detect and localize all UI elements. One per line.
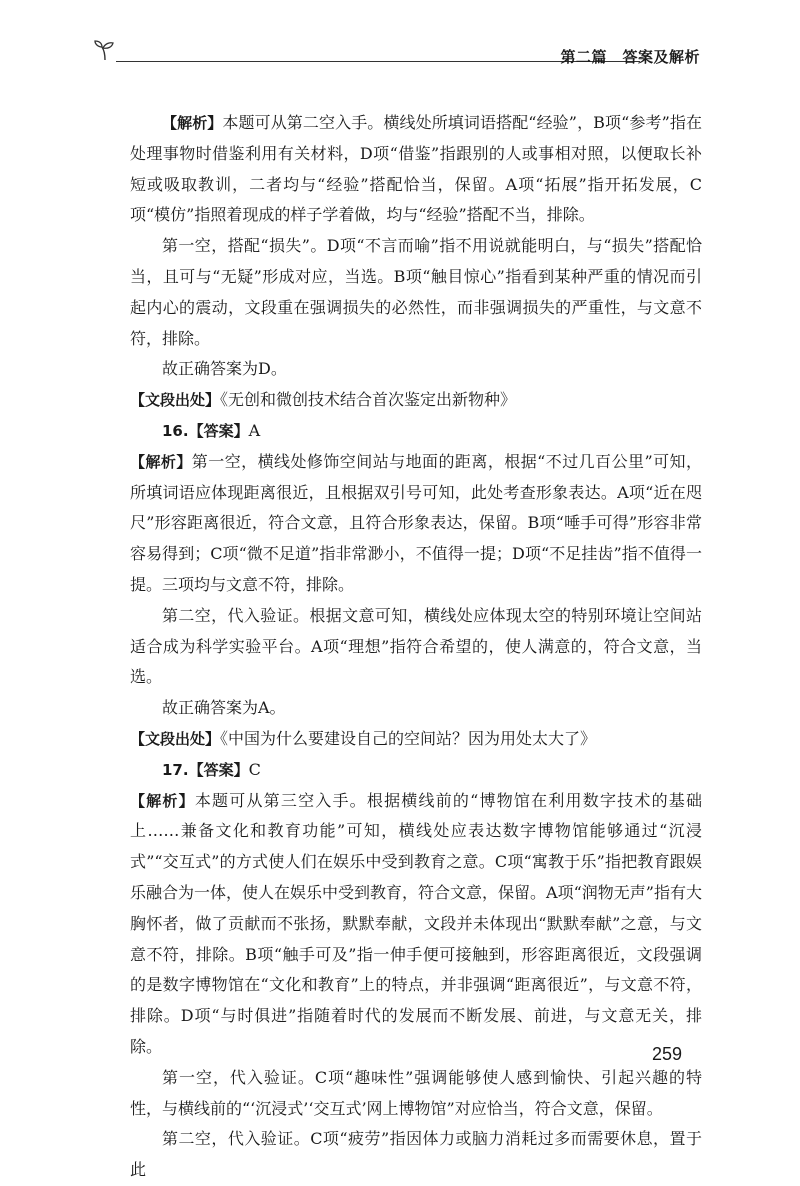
paragraph-conclusion-16 — [130, 693, 702, 724]
paragraph-blank-2-16 — [130, 601, 702, 693]
source-title: 《中国为什么要建设自己的空间站？因为用处太大了》 — [220, 728, 597, 748]
paragraph-analysis-17 — [130, 786, 702, 1063]
answer-tag: 16.【答案】 — [162, 421, 249, 440]
page-header — [92, 38, 700, 68]
source-title: 《无创和微创技术结合首次鉴定出新物种》 — [220, 390, 517, 410]
analysis-tag: 【解析】 — [162, 114, 223, 132]
analysis-tag: 【解析】 — [130, 452, 192, 471]
paragraph-text: 第一空，横线处修饰空间站与地面的距离，根据“不过几百公里”可知，所填词语应体现距离很近，且根据双引号可知，此处考查形象表达。A项“近在咫尺”形容距离很近，符合文意，且符合形象表达，保留。B项“唾手可得”形容非常容易得到；C项“微不足道”指非常渺小，不值得一提；D项“不足挂齿”指不值得一提。三项均与文意不符，排除。 — [130, 451, 702, 594]
page-number: 259 — [652, 1044, 683, 1064]
paragraph-text: 故正确答案为D。 — [162, 359, 287, 379]
source-tag: 【文段出处】 — [130, 391, 221, 410]
analysis-tag: 【解析】 — [130, 791, 195, 810]
sprout-icon — [92, 38, 118, 62]
answer-16 — [130, 416, 702, 447]
paragraph-blank-1-15 — [130, 231, 702, 354]
paragraph-source-15 — [130, 385, 702, 416]
answer-value: A — [248, 420, 261, 440]
section-title: 第二篇 答案及解析 — [560, 48, 700, 66]
paragraph-source-16 — [130, 724, 702, 755]
paragraph-text: 本题可从第三空入手。根据横线前的“博物馆在利用数字技术的基础上……兼备文化和教育功能”可知，横线处应表达数字博物馆能够通过“沉浸式”“交互式”的方式使人们在娱乐中受到教育之意。C项“寓教于乐”指把教育跟娱乐融合为一体，使人在娱乐中受到教育，符合文意，保留。A项“润物无声”指有大胸怀者，做了贡献而不张扬，默默奉献，文段并未体现出“默默奉献”之意，与文意不符，排除。B项“触手可及”指一伸手便可接触到，形容距离很近，文段强调的是数字博物馆在“文化和教育”上的特点，并非强调“距离很近”，与文意不符，排除。D项“与时俱进”指随着时代的发展而不断发展、前进，与文意无关，排除。 — [130, 790, 702, 1056]
paragraph-text: 本题可从第二空入手。横线处所填词语搭配“经验”，B项“参考”指在处理事物时借鉴利用有关材料，D项“借鉴”指跟别的人或事相对照，以便取长补短或吸取教训，二者均与“经验”搭配恰当，保留。A项“拓展”指开拓发展，C项“模仿”指照着现成的样子学着做，均与“经验”搭配不当，排除。 — [130, 113, 702, 225]
answer-tag: 17.【答案】 — [162, 760, 249, 779]
source-tag: 【文段出处】 — [130, 729, 221, 748]
paragraph-text: 第二空，代入验证。根据文意可知，横线处应体现太空的特别环境让空间站适合成为科学实验平台。A项“理想”指符合希望的，使人满意的，符合文意，当选。 — [130, 605, 702, 687]
paragraph-blank-1-17 — [130, 1063, 702, 1125]
answer-17 — [130, 755, 702, 786]
answer-value: C — [248, 759, 261, 779]
answer-content — [130, 108, 702, 1186]
paragraph-text: 第二空，代入验证。C项“疲劳”指因体力或脑力消耗过多而需要休息，置于此 — [130, 1129, 702, 1180]
paragraph-analysis-16 — [130, 447, 702, 601]
paragraph-blank-2-17 — [130, 1124, 702, 1186]
paragraph-text: 第一空，搭配“损失”。D项“不言而喻”指不用说就能明白，与“损失”搭配恰当，且可与“无疑”形成对应，当选。B项“触目惊心”指看到某种严重的情况而引起内心的震动，文段重在强调损失的必然性，而非强调损失的严重性，与文意不符，排除。 — [130, 236, 702, 348]
paragraph-text: 第一空，代入验证。C项“趣味性”强调能够使人感到愉快、引起兴趣的特性，与横线前的“‘沉浸式’‘交互式’网上博物馆”对应恰当，符合文意，保留。 — [130, 1067, 702, 1118]
paragraph-conclusion-15 — [130, 354, 702, 385]
paragraph-text: 故正确答案为A。 — [162, 698, 286, 718]
paragraph-analysis-15 — [130, 108, 702, 231]
